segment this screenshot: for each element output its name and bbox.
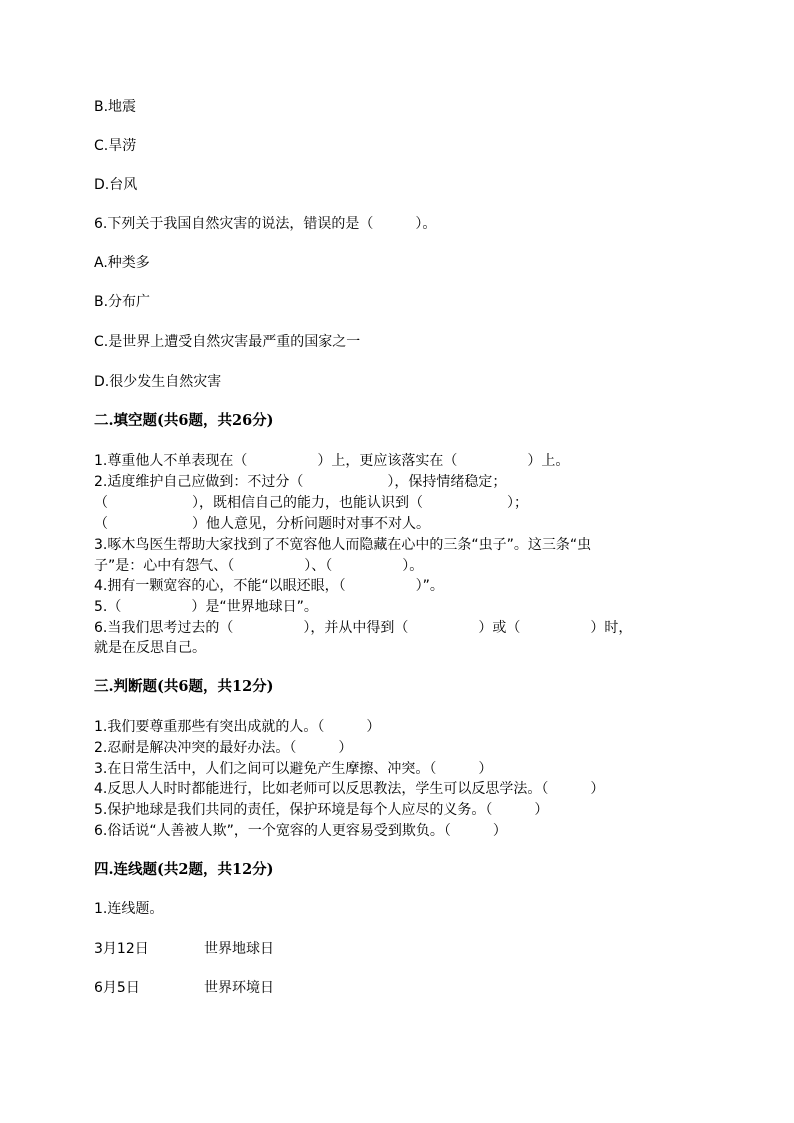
section-heading-true-false: 三.判断题(共6题，共12分) bbox=[94, 678, 274, 695]
section-heading-matching: 四.连线题(共2题，共12分) bbox=[94, 861, 274, 878]
fill-line: 5.（ ）是“世界地球日”。 bbox=[94, 599, 318, 615]
matching-left-item: 3月12日 bbox=[94, 941, 149, 957]
fill-line: 就是在反思自己。 bbox=[94, 640, 206, 656]
q6-option-b: B.分布广 bbox=[94, 294, 151, 310]
tf-line: 3.在日常生活中，人们之间可以避免产生摩擦、冲突。（ ） bbox=[94, 761, 493, 777]
q6-option-d: D.很少发生自然灾害 bbox=[94, 374, 222, 390]
fill-line: 4.拥有一颗宽容的心，不能“以眼还眼，（ ）”。 bbox=[94, 578, 444, 594]
fill-line: 1.尊重他人不单表现在（ ）上，更应该落实在（ ）上。 bbox=[94, 453, 570, 469]
q5-option-b: B.地震 bbox=[94, 99, 137, 115]
q5-option-d: D.台风 bbox=[94, 177, 138, 193]
fill-line: （ ），既相信自己的能力，也能认识到（ ）； bbox=[94, 495, 528, 511]
tf-line: 1.我们要尊重那些有突出成就的人。（ ） bbox=[94, 719, 381, 735]
matching-q1-stem: 1.连线题。 bbox=[94, 901, 164, 917]
matching-right-item: 世界地球日 bbox=[204, 941, 274, 957]
fill-line: （ ）他人意见，分析问题时对事不对人。 bbox=[94, 516, 430, 532]
q6-option-a: A.种类多 bbox=[94, 255, 150, 271]
fill-line: 2.适度维护自己应做到：不过分（ ），保持情绪稳定； bbox=[94, 474, 507, 490]
tf-line: 2.忍耐是解决冲突的最好办法。（ ） bbox=[94, 740, 353, 756]
tf-line: 5.保护地球是我们共同的责任，保护环境是每个人应尽的义务。（ ） bbox=[94, 802, 549, 818]
tf-line: 6.俗话说“人善被人欺”，一个宽容的人更容易受到欺负。（ ） bbox=[94, 823, 507, 839]
fill-line: 3.啄木鸟医生帮助大家找到了不宽容他人而隐藏在心中的三条“虫子”。这三条“虫 bbox=[94, 537, 592, 553]
fill-line: 6.当我们思考过去的（ ），并从中得到（ ）或（ ）时， bbox=[94, 620, 633, 636]
q5-option-c: C.旱涝 bbox=[94, 138, 137, 154]
tf-line: 4.反思人人时时都能进行，比如老师可以反思教法，学生可以反思学法。（ ） bbox=[94, 781, 605, 797]
fill-line: 子”是：心中有怨气、（ ）、（ ）。 bbox=[94, 558, 424, 574]
q6-stem: 6.下列关于我国自然灾害的说法，错误的是（ ）。 bbox=[94, 216, 437, 232]
q6-option-c: C.是世界上遭受自然灾害最严重的国家之一 bbox=[94, 334, 361, 350]
section-heading-fill-blank: 二.填空题(共6题，共26分) bbox=[94, 412, 274, 429]
matching-right-item: 世界环境日 bbox=[204, 980, 274, 996]
matching-left-item: 6月5日 bbox=[94, 980, 140, 996]
